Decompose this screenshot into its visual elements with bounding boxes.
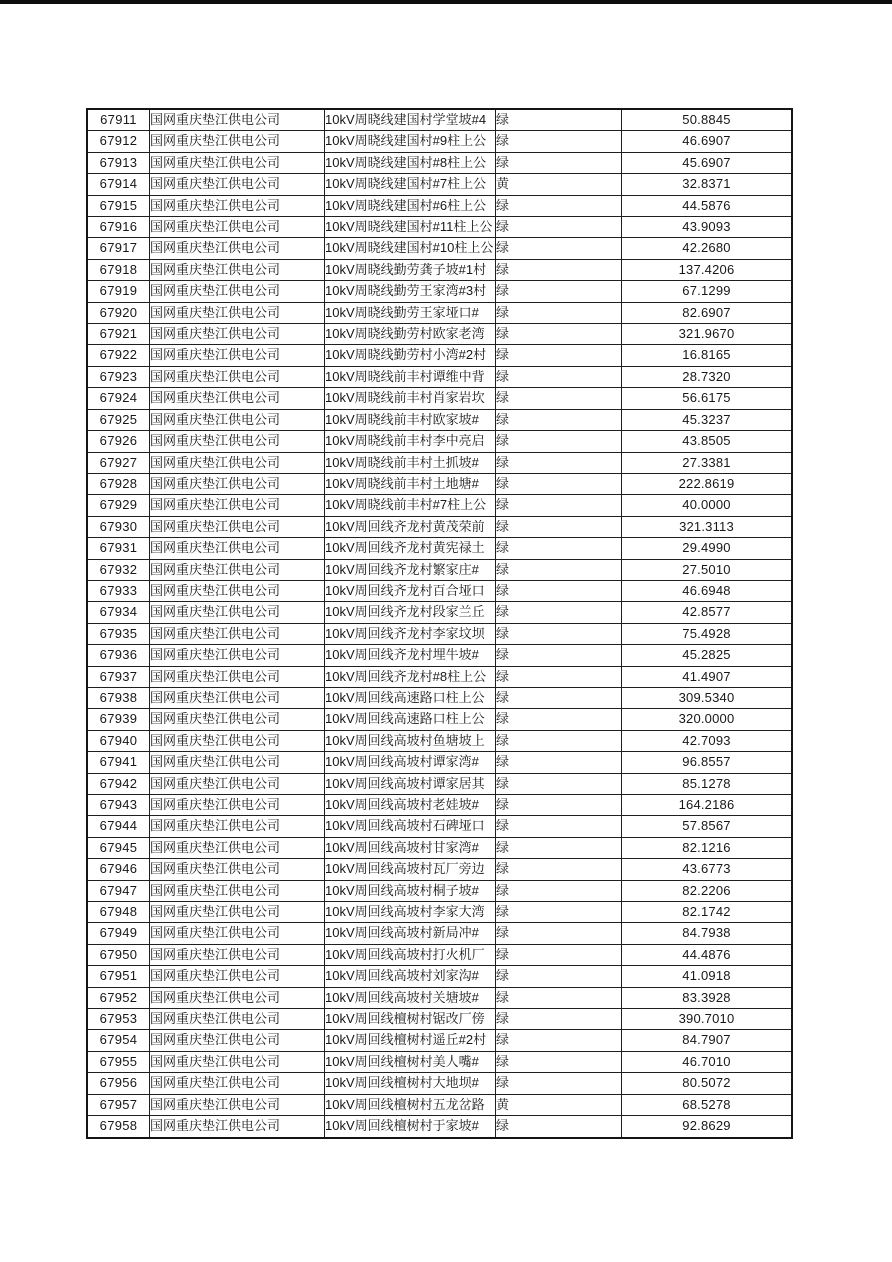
table-row [87, 580, 792, 601]
cell-company-name: 国网重庆垫江供电公司 [150, 302, 325, 323]
cell-record-id: 67938 [87, 687, 150, 708]
cell-value: 44.5876 [622, 195, 793, 216]
table-row [87, 345, 792, 366]
table-row [87, 495, 792, 516]
cell-value: 40.0000 [622, 495, 793, 516]
cell-company-name: 国网重庆垫江供电公司 [150, 923, 325, 944]
cell-company-name: 国网重庆垫江供电公司 [150, 730, 325, 751]
cell-record-id: 67955 [87, 1051, 150, 1072]
cell-record-id: 67958 [87, 1116, 150, 1138]
table-row [87, 1030, 792, 1051]
cell-record-id: 67925 [87, 409, 150, 430]
table-row [87, 1051, 792, 1072]
cell-line-name: 10kV周回线高坡村关塘坡# [325, 987, 496, 1008]
cell-status: 绿 [496, 966, 622, 987]
cell-record-id: 67923 [87, 366, 150, 387]
cell-record-id: 67915 [87, 195, 150, 216]
cell-value: 45.2825 [622, 645, 793, 666]
cell-company-name: 国网重庆垫江供电公司 [150, 1073, 325, 1094]
transformer-records-table [86, 108, 793, 1139]
cell-status: 绿 [496, 1030, 622, 1051]
table-row [87, 944, 792, 965]
cell-line-name: 10kV周晓线前丰村#7柱上公 [325, 495, 496, 516]
cell-status: 绿 [496, 195, 622, 216]
cell-line-name: 10kV周回线齐龙村#8柱上公 [325, 666, 496, 687]
cell-line-name: 10kV周回线齐龙村李家坟坝 [325, 623, 496, 644]
cell-status: 绿 [496, 131, 622, 152]
cell-value: 137.4206 [622, 259, 793, 280]
cell-company-name: 国网重庆垫江供电公司 [150, 516, 325, 537]
table-row [87, 152, 792, 173]
cell-status: 绿 [496, 709, 622, 730]
cell-company-name: 国网重庆垫江供电公司 [150, 1030, 325, 1051]
cell-record-id: 67954 [87, 1030, 150, 1051]
cell-value: 43.8505 [622, 431, 793, 452]
cell-line-name: 10kV周晓线前丰村欧家坡# [325, 409, 496, 430]
table-row [87, 859, 792, 880]
cell-value: 82.6907 [622, 302, 793, 323]
cell-line-name: 10kV周回线檀树村遥丘#2村 [325, 1030, 496, 1051]
cell-record-id: 67957 [87, 1094, 150, 1115]
cell-record-id: 67949 [87, 923, 150, 944]
cell-line-name: 10kV周回线齐龙村繁家庄# [325, 559, 496, 580]
table-row [87, 473, 792, 494]
table-row [87, 1094, 792, 1115]
cell-record-id: 67924 [87, 388, 150, 409]
cell-status: 绿 [496, 431, 622, 452]
cell-line-name: 10kV周晓线勤劳王家湾#3村 [325, 281, 496, 302]
cell-value: 32.8371 [622, 174, 793, 195]
cell-status: 绿 [496, 324, 622, 345]
cell-record-id: 67935 [87, 623, 150, 644]
cell-status: 绿 [496, 623, 622, 644]
cell-status: 绿 [496, 388, 622, 409]
cell-line-name: 10kV周回线高坡村老娃坡# [325, 795, 496, 816]
cell-record-id: 67919 [87, 281, 150, 302]
cell-company-name: 国网重庆垫江供电公司 [150, 238, 325, 259]
cell-value: 67.1299 [622, 281, 793, 302]
table-row [87, 687, 792, 708]
cell-record-id: 67913 [87, 152, 150, 173]
table-row [87, 302, 792, 323]
cell-status: 绿 [496, 559, 622, 580]
cell-company-name: 国网重庆垫江供电公司 [150, 388, 325, 409]
table-row [87, 109, 792, 131]
cell-line-name: 10kV周晓线建国村学堂坡#4 [325, 109, 496, 131]
cell-record-id: 67922 [87, 345, 150, 366]
cell-status: 绿 [496, 516, 622, 537]
cell-line-name: 10kV周晓线前丰村土地塘# [325, 473, 496, 494]
table-body [87, 109, 792, 1138]
cell-record-id: 67950 [87, 944, 150, 965]
cell-value: 321.9670 [622, 324, 793, 345]
cell-value: 28.7320 [622, 366, 793, 387]
cell-value: 42.8577 [622, 602, 793, 623]
cell-company-name: 国网重庆垫江供电公司 [150, 880, 325, 901]
table-row [87, 773, 792, 794]
cell-line-name: 10kV周晓线建国村#8柱上公 [325, 152, 496, 173]
cell-value: 42.7093 [622, 730, 793, 751]
cell-record-id: 67916 [87, 217, 150, 238]
cell-record-id: 67953 [87, 1009, 150, 1030]
cell-line-name: 10kV周回线檀树村于家坡# [325, 1116, 496, 1138]
cell-status: 绿 [496, 1073, 622, 1094]
table-row [87, 602, 792, 623]
cell-record-id: 67956 [87, 1073, 150, 1094]
cell-company-name: 国网重庆垫江供电公司 [150, 281, 325, 302]
cell-status: 黄 [496, 1094, 622, 1115]
cell-line-name: 10kV周回线高坡村桐子坡# [325, 880, 496, 901]
cell-company-name: 国网重庆垫江供电公司 [150, 752, 325, 773]
cell-company-name: 国网重庆垫江供电公司 [150, 816, 325, 837]
cell-line-name: 10kV周回线高坡村打火机厂 [325, 944, 496, 965]
cell-line-name: 10kV周晓线勤劳村欧家老湾 [325, 324, 496, 345]
cell-status: 绿 [496, 538, 622, 559]
table-row [87, 366, 792, 387]
cell-value: 16.8165 [622, 345, 793, 366]
cell-company-name: 国网重庆垫江供电公司 [150, 1094, 325, 1115]
cell-company-name: 国网重庆垫江供电公司 [150, 1051, 325, 1072]
cell-status: 绿 [496, 795, 622, 816]
table-row [87, 923, 792, 944]
cell-status: 绿 [496, 816, 622, 837]
cell-company-name: 国网重庆垫江供电公司 [150, 473, 325, 494]
cell-record-id: 67939 [87, 709, 150, 730]
cell-value: 46.6948 [622, 580, 793, 601]
cell-record-id: 67933 [87, 580, 150, 601]
cell-value: 46.6907 [622, 131, 793, 152]
cell-value: 45.6907 [622, 152, 793, 173]
table-row [87, 1073, 792, 1094]
table-row [87, 795, 792, 816]
table-row [87, 966, 792, 987]
cell-value: 57.8567 [622, 816, 793, 837]
cell-status: 绿 [496, 109, 622, 131]
cell-record-id: 67914 [87, 174, 150, 195]
cell-company-name: 国网重庆垫江供电公司 [150, 645, 325, 666]
cell-status: 绿 [496, 602, 622, 623]
cell-status: 绿 [496, 302, 622, 323]
cell-line-name: 10kV周晓线建国村#11柱上公 [325, 217, 496, 238]
cell-status: 绿 [496, 944, 622, 965]
cell-line-name: 10kV周回线高坡村刘家沟# [325, 966, 496, 987]
cell-line-name: 10kV周晓线勤劳村小湾#2村 [325, 345, 496, 366]
cell-line-name: 10kV周晓线建国村#6柱上公 [325, 195, 496, 216]
cell-record-id: 67937 [87, 666, 150, 687]
cell-value: 320.0000 [622, 709, 793, 730]
cell-line-name: 10kV周回线高坡村瓦厂旁边 [325, 859, 496, 880]
cell-record-id: 67921 [87, 324, 150, 345]
cell-company-name: 国网重庆垫江供电公司 [150, 1116, 325, 1138]
cell-status: 绿 [496, 1116, 622, 1138]
cell-status: 绿 [496, 152, 622, 173]
table-row [87, 559, 792, 580]
cell-company-name: 国网重庆垫江供电公司 [150, 538, 325, 559]
cell-record-id: 67943 [87, 795, 150, 816]
cell-company-name: 国网重庆垫江供电公司 [150, 709, 325, 730]
cell-record-id: 67934 [87, 602, 150, 623]
cell-line-name: 10kV周晓线建国村#9柱上公 [325, 131, 496, 152]
cell-line-name: 10kV周回线高坡村李家大湾 [325, 902, 496, 923]
cell-company-name: 国网重庆垫江供电公司 [150, 687, 325, 708]
cell-line-name: 10kV周回线高速路口柱上公 [325, 709, 496, 730]
cell-value: 56.6175 [622, 388, 793, 409]
table-row [87, 645, 792, 666]
cell-status: 绿 [496, 409, 622, 430]
cell-company-name: 国网重庆垫江供电公司 [150, 987, 325, 1008]
table-row [87, 752, 792, 773]
cell-status: 绿 [496, 473, 622, 494]
cell-company-name: 国网重庆垫江供电公司 [150, 773, 325, 794]
cell-status: 绿 [496, 217, 622, 238]
cell-value: 41.0918 [622, 966, 793, 987]
cell-record-id: 67944 [87, 816, 150, 837]
cell-record-id: 67940 [87, 730, 150, 751]
cell-record-id: 67917 [87, 238, 150, 259]
cell-company-name: 国网重庆垫江供电公司 [150, 902, 325, 923]
cell-value: 45.3237 [622, 409, 793, 430]
cell-value: 96.8557 [622, 752, 793, 773]
cell-line-name: 10kV周回线檀树村大地坝# [325, 1073, 496, 1094]
cell-record-id: 67936 [87, 645, 150, 666]
cell-line-name: 10kV周回线高坡村新局冲# [325, 923, 496, 944]
cell-status: 绿 [496, 902, 622, 923]
cell-company-name: 国网重庆垫江供电公司 [150, 559, 325, 580]
table-row [87, 516, 792, 537]
table-row [87, 709, 792, 730]
cell-line-name: 10kV周晓线勤劳龚子坡#1村 [325, 259, 496, 280]
cell-value: 83.3928 [622, 987, 793, 1008]
cell-line-name: 10kV周回线齐龙村百合垭口 [325, 580, 496, 601]
cell-company-name: 国网重庆垫江供电公司 [150, 859, 325, 880]
cell-status: 绿 [496, 773, 622, 794]
cell-status: 黄 [496, 174, 622, 195]
cell-company-name: 国网重庆垫江供电公司 [150, 195, 325, 216]
table-row [87, 816, 792, 837]
cell-line-name: 10kV周晓线前丰村谭维中背 [325, 366, 496, 387]
cell-company-name: 国网重庆垫江供电公司 [150, 837, 325, 858]
cell-company-name: 国网重庆垫江供电公司 [150, 623, 325, 644]
table-row [87, 431, 792, 452]
cell-record-id: 67942 [87, 773, 150, 794]
cell-line-name: 10kV周回线高坡村谭家湾# [325, 752, 496, 773]
cell-line-name: 10kV周回线齐龙村黄宪禄土 [325, 538, 496, 559]
table-row [87, 131, 792, 152]
cell-value: 82.1216 [622, 837, 793, 858]
table-row [87, 324, 792, 345]
table-row [87, 174, 792, 195]
cell-value: 309.5340 [622, 687, 793, 708]
table-row [87, 902, 792, 923]
cell-company-name: 国网重庆垫江供电公司 [150, 495, 325, 516]
cell-line-name: 10kV周回线高坡村谭家居其 [325, 773, 496, 794]
cell-status: 绿 [496, 859, 622, 880]
cell-line-name: 10kV周回线檀树村锯改厂傍 [325, 1009, 496, 1030]
cell-value: 50.8845 [622, 109, 793, 131]
cell-line-name: 10kV周晓线建国村#7柱上公 [325, 174, 496, 195]
cell-status: 绿 [496, 880, 622, 901]
cell-line-name: 10kV周回线齐龙村段家兰丘 [325, 602, 496, 623]
cell-value: 84.7938 [622, 923, 793, 944]
cell-company-name: 国网重庆垫江供电公司 [150, 602, 325, 623]
cell-company-name: 国网重庆垫江供电公司 [150, 580, 325, 601]
cell-record-id: 67912 [87, 131, 150, 152]
cell-record-id: 67945 [87, 837, 150, 858]
cell-company-name: 国网重庆垫江供电公司 [150, 409, 325, 430]
cell-line-name: 10kV周回线高坡村甘家湾# [325, 837, 496, 858]
cell-status: 绿 [496, 752, 622, 773]
cell-line-name: 10kV周回线高坡村鱼塘坡上 [325, 730, 496, 751]
cell-status: 绿 [496, 1009, 622, 1030]
cell-status: 绿 [496, 687, 622, 708]
cell-value: 82.2206 [622, 880, 793, 901]
cell-status: 绿 [496, 987, 622, 1008]
cell-record-id: 67946 [87, 859, 150, 880]
cell-status: 绿 [496, 645, 622, 666]
cell-record-id: 67928 [87, 473, 150, 494]
cell-line-name: 10kV周回线檀树村五龙岔路 [325, 1094, 496, 1115]
cell-company-name: 国网重庆垫江供电公司 [150, 345, 325, 366]
cell-value: 390.7010 [622, 1009, 793, 1030]
cell-line-name: 10kV周晓线前丰村土抓坡# [325, 452, 496, 473]
cell-line-name: 10kV周回线檀树村美人嘴# [325, 1051, 496, 1072]
cell-company-name: 国网重庆垫江供电公司 [150, 966, 325, 987]
cell-value: 82.1742 [622, 902, 793, 923]
cell-record-id: 67918 [87, 259, 150, 280]
cell-value: 84.7907 [622, 1030, 793, 1051]
cell-status: 绿 [496, 366, 622, 387]
cell-company-name: 国网重庆垫江供电公司 [150, 109, 325, 131]
cell-record-id: 67947 [87, 880, 150, 901]
cell-company-name: 国网重庆垫江供电公司 [150, 324, 325, 345]
cell-record-id: 67941 [87, 752, 150, 773]
cell-value: 75.4928 [622, 623, 793, 644]
cell-record-id: 67927 [87, 452, 150, 473]
cell-record-id: 67952 [87, 987, 150, 1008]
table-row [87, 281, 792, 302]
top-edge-bar [0, 0, 892, 4]
cell-company-name: 国网重庆垫江供电公司 [150, 431, 325, 452]
table-row [87, 1009, 792, 1030]
table-row [87, 623, 792, 644]
cell-company-name: 国网重庆垫江供电公司 [150, 1009, 325, 1030]
cell-value: 46.7010 [622, 1051, 793, 1072]
cell-line-name: 10kV周回线高速路口柱上公 [325, 687, 496, 708]
cell-company-name: 国网重庆垫江供电公司 [150, 131, 325, 152]
cell-status: 绿 [496, 452, 622, 473]
cell-record-id: 67911 [87, 109, 150, 131]
cell-company-name: 国网重庆垫江供电公司 [150, 152, 325, 173]
table-row [87, 666, 792, 687]
table-row [87, 217, 792, 238]
cell-company-name: 国网重庆垫江供电公司 [150, 666, 325, 687]
table-row [87, 880, 792, 901]
cell-value: 222.8619 [622, 473, 793, 494]
cell-company-name: 国网重庆垫江供电公司 [150, 366, 325, 387]
cell-value: 85.1278 [622, 773, 793, 794]
cell-value: 42.2680 [622, 238, 793, 259]
cell-value: 321.3113 [622, 516, 793, 537]
table-row [87, 987, 792, 1008]
table-row [87, 837, 792, 858]
cell-value: 80.5072 [622, 1073, 793, 1094]
cell-status: 绿 [496, 730, 622, 751]
cell-value: 43.6773 [622, 859, 793, 880]
cell-record-id: 67920 [87, 302, 150, 323]
table-row [87, 452, 792, 473]
cell-line-name: 10kV周回线高坡村石碑垭口 [325, 816, 496, 837]
cell-status: 绿 [496, 580, 622, 601]
cell-line-name: 10kV周晓线建国村#10柱上公 [325, 238, 496, 259]
cell-record-id: 67931 [87, 538, 150, 559]
cell-company-name: 国网重庆垫江供电公司 [150, 944, 325, 965]
cell-status: 绿 [496, 281, 622, 302]
cell-line-name: 10kV周晓线勤劳王家垭口# [325, 302, 496, 323]
cell-status: 绿 [496, 666, 622, 687]
cell-line-name: 10kV周回线齐龙村黄茂荣前 [325, 516, 496, 537]
cell-line-name: 10kV周晓线前丰村李中亮启 [325, 431, 496, 452]
cell-status: 绿 [496, 837, 622, 858]
cell-status: 绿 [496, 495, 622, 516]
cell-company-name: 国网重庆垫江供电公司 [150, 217, 325, 238]
cell-value: 29.4990 [622, 538, 793, 559]
table-row [87, 538, 792, 559]
table-row [87, 388, 792, 409]
table-row [87, 409, 792, 430]
cell-company-name: 国网重庆垫江供电公司 [150, 259, 325, 280]
cell-value: 43.9093 [622, 217, 793, 238]
table-row [87, 730, 792, 751]
cell-company-name: 国网重庆垫江供电公司 [150, 795, 325, 816]
table-row [87, 238, 792, 259]
cell-value: 41.4907 [622, 666, 793, 687]
cell-company-name: 国网重庆垫江供电公司 [150, 452, 325, 473]
cell-value: 92.8629 [622, 1116, 793, 1138]
cell-status: 绿 [496, 345, 622, 366]
cell-record-id: 67926 [87, 431, 150, 452]
cell-record-id: 67951 [87, 966, 150, 987]
cell-status: 绿 [496, 1051, 622, 1072]
cell-value: 44.4876 [622, 944, 793, 965]
cell-status: 绿 [496, 238, 622, 259]
cell-record-id: 67948 [87, 902, 150, 923]
cell-line-name: 10kV周回线齐龙村埋牛坡# [325, 645, 496, 666]
cell-company-name: 国网重庆垫江供电公司 [150, 174, 325, 195]
table-row [87, 1116, 792, 1138]
cell-value: 27.3381 [622, 452, 793, 473]
cell-record-id: 67932 [87, 559, 150, 580]
cell-value: 68.5278 [622, 1094, 793, 1115]
cell-value: 164.2186 [622, 795, 793, 816]
cell-status: 绿 [496, 923, 622, 944]
cell-value: 27.5010 [622, 559, 793, 580]
cell-status: 绿 [496, 259, 622, 280]
table-row [87, 195, 792, 216]
cell-record-id: 67930 [87, 516, 150, 537]
cell-line-name: 10kV周晓线前丰村肖家岩坎 [325, 388, 496, 409]
table-row [87, 259, 792, 280]
cell-record-id: 67929 [87, 495, 150, 516]
